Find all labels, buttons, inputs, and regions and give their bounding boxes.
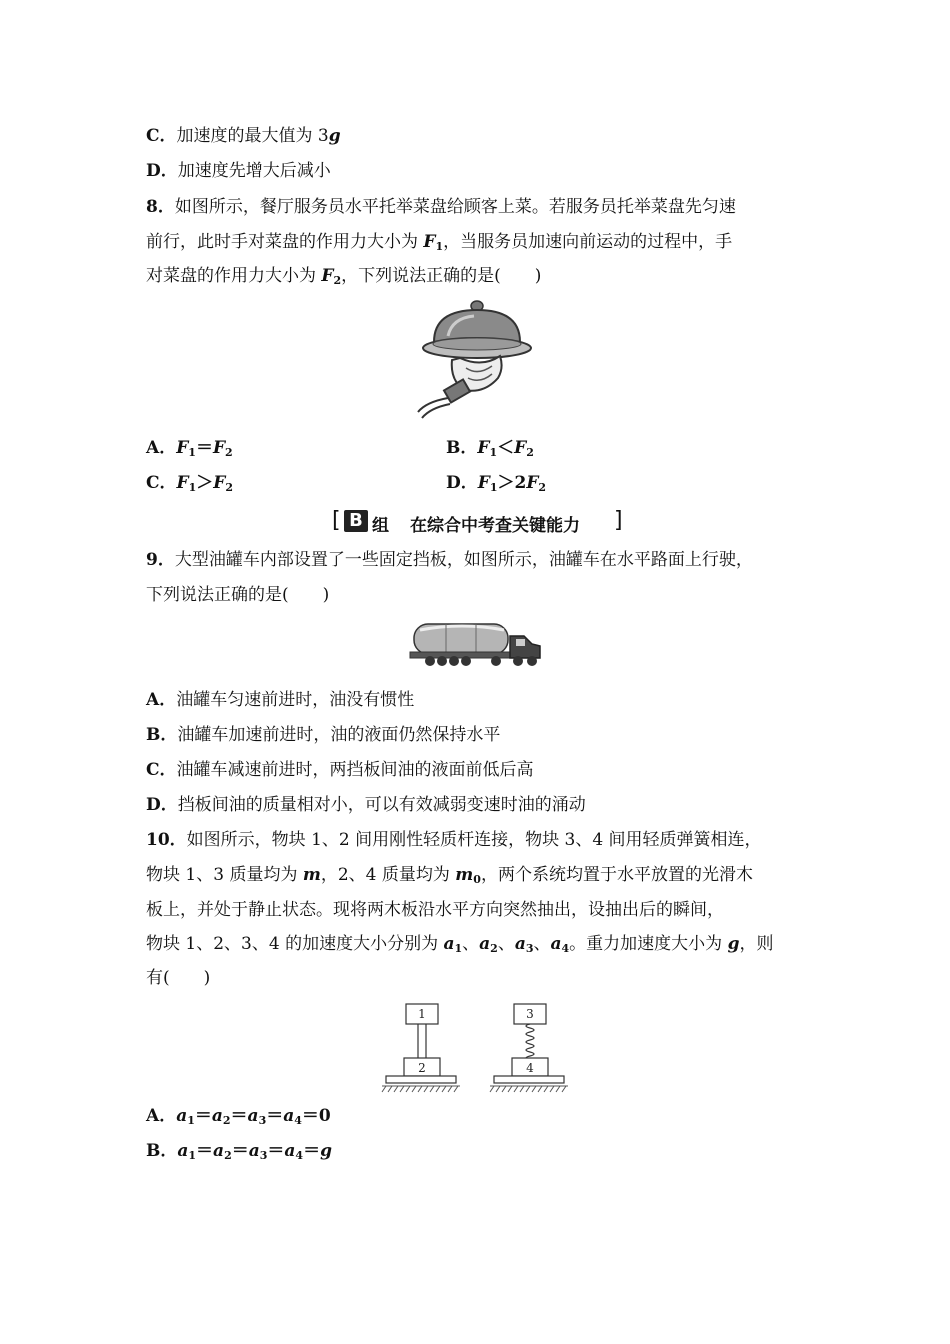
q10-stem-line5: 有( ) bbox=[146, 968, 211, 988]
section-header-group-b: [ B 组 在综合中考查关键能力 ] bbox=[332, 508, 623, 536]
tray-figure bbox=[412, 298, 542, 420]
q8-option-a: A．$F_1=F_2$ bbox=[146, 438, 233, 459]
q10-stem-line4: 物块 1、2、3、4 的加速度大小分别为 $a_1$、$a_2$、$a_3$、$a_4$。重力加速度大小为 g，则 bbox=[146, 934, 774, 955]
block-2-label: 2 bbox=[418, 1061, 426, 1075]
block-4-label: 4 bbox=[526, 1061, 534, 1075]
q9-stem-line1: 9．大型油罐车内部设置了一些固定挡板，如图所示，油罐车在水平路面上行驶， bbox=[146, 550, 753, 570]
q8-stem-line1: 8．如图所示，餐厅服务员水平托举菜盘给顾客上菜。若服务员托举菜盘先匀速 bbox=[146, 197, 736, 217]
q9-option-c: C．油罐车减速前进时，两挡板间油的液面前低后高 bbox=[146, 760, 534, 780]
blocks-figure bbox=[380, 1000, 576, 1094]
q8-option-d: D．$F_1>2F_2$ bbox=[446, 473, 547, 494]
block-3-label: 3 bbox=[526, 1007, 534, 1021]
block-1-label: 1 bbox=[418, 1007, 426, 1021]
q7-option-d: D．加速度先增大后减小 bbox=[146, 161, 331, 181]
tanker-truck-figure bbox=[406, 614, 546, 670]
q8-stem-line2: 前行，此时手对菜盘的作用力大小为 $F_1$，当服务员加速向前运动的过程中，手 bbox=[146, 232, 733, 253]
q10-option-b: B．$a_1=a_2=a_3=a_4=g$ bbox=[146, 1141, 332, 1162]
q9-option-a: A．油罐车匀速前进时，油没有惯性 bbox=[146, 690, 415, 710]
q10-option-a: A．$a_1=a_2=a_3=a_4=0$ bbox=[146, 1106, 331, 1127]
q9-option-d: D．挡板间油的质量相对小，可以有效减弱变速时油的涌动 bbox=[146, 795, 586, 815]
q10-stem-line1: 10．如图所示，物块 1、2 间用刚性轻质杆连接，物块 3、4 间用轻质弹簧相连， bbox=[146, 830, 762, 850]
q7-option-c: C．加速度的最大值为 3g bbox=[146, 126, 341, 146]
q8-stem-line3: 对菜盘的作用力大小为 $F_2$，下列说法正确的是( ) bbox=[146, 266, 542, 287]
q9-option-b: B．油罐车加速前进时，油的液面仍然保持水平 bbox=[146, 725, 501, 745]
q8-option-c: C．$F_1>F_2$ bbox=[146, 473, 233, 494]
q10-stem-line2: 物块 1、3 质量均为 m，2、4 质量均为 $m_0$，两个系统均置于水平放置的光滑木 bbox=[146, 865, 753, 886]
q9-stem-line2: 下列说法正确的是( ) bbox=[146, 585, 330, 605]
q8-option-b: B．$F_1<F_2$ bbox=[446, 438, 534, 459]
q10-stem-line3: 板上，并处于静止状态。现将两木板沿水平方向突然抽出，设抽出后的瞬间， bbox=[146, 900, 724, 920]
group-b-badge: B bbox=[344, 510, 368, 532]
